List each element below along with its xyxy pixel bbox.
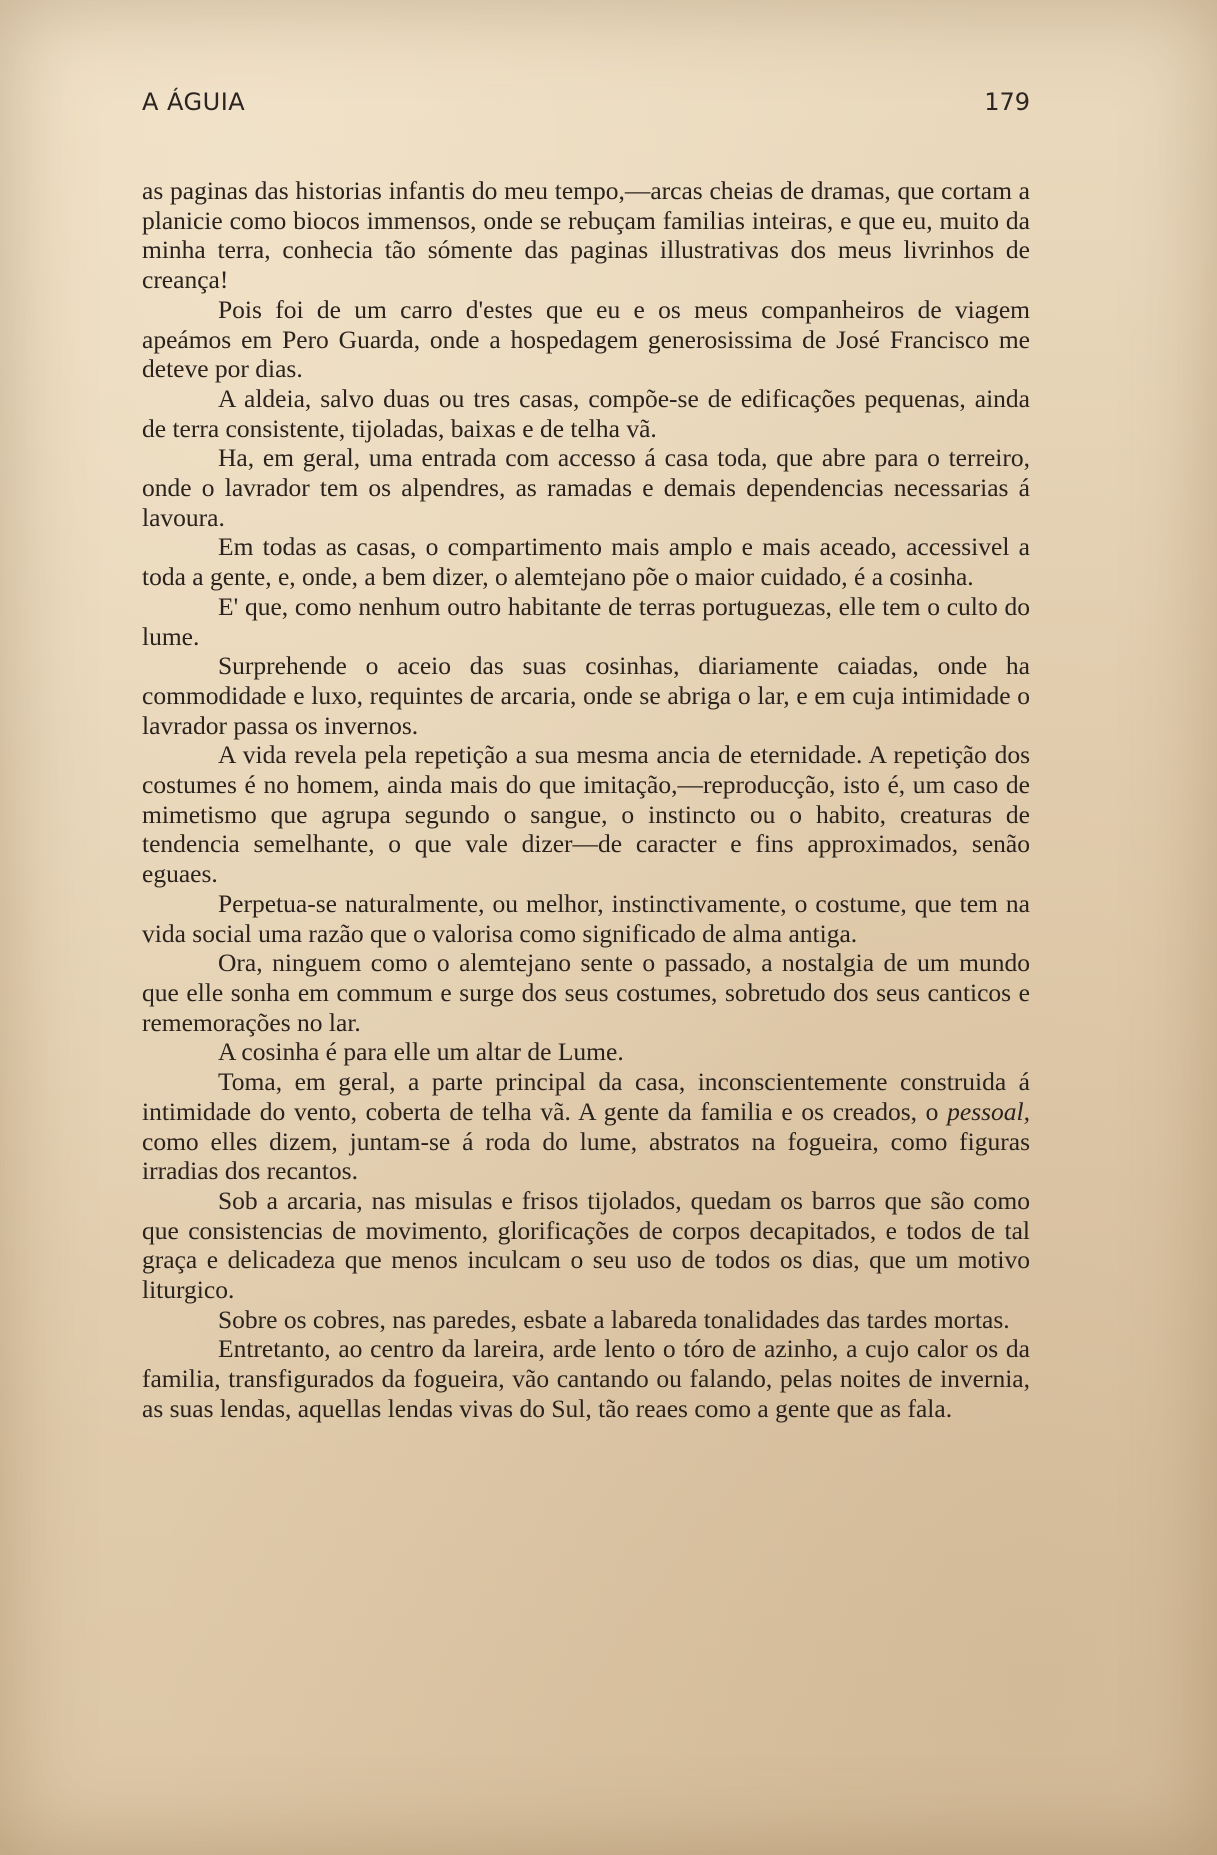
paragraph: Ora, ninguem como o alemtejano sente o passado, a nostalgia de um mundo que elle sonha em commum e surge dos seus costumes, sobretudo dos seus canticos e rememorações no lar. bbox=[142, 948, 1030, 1037]
paragraph: Ha, em geral, uma entrada com accesso á casa toda, que abre para o terreiro, onde o lavrador tem os alpendres, as ramadas e demais dependencias necessarias á lavoura. bbox=[142, 443, 1030, 532]
paragraph: Perpetua-se naturalmente, ou melhor, instinctivamente, o costume, que tem na vida social uma razão que o valorisa como significado de alma antiga. bbox=[142, 888, 1030, 948]
body-text bbox=[142, 176, 1030, 1424]
paragraph-text-after: como elles dizem, juntam-se á roda do lume, abstratos na fogueira, como figuras irradias dos recantos. bbox=[142, 1126, 1030, 1186]
paragraph: Pois foi de um carro d'estes que eu e os meus companheiros de viagem apeámos em Pero Guarda, onde a hospedagem generosissima de José Francisco me deteve por dias. bbox=[142, 294, 1030, 384]
paragraph: Entretanto, ao centro da lareira, arde lento o tóro de azinho, a cujo calor os da familia, transfigurados da fogueira, vão cantando ou falando, pelas noites de invernia, as suas lendas, aquellas lendas vivas do Sul, tão reaes como a gente que as fala. bbox=[142, 1334, 1030, 1423]
paragraph: Em todas as casas, o compartimento mais amplo e mais aceado, accessivel a toda a gente, e, onde, a bem dizer, o alemtejano põe o maior cuidado, é a cosinha. bbox=[142, 532, 1030, 592]
page-header bbox=[142, 88, 1030, 128]
paragraph: E' que, como nenhum outro habitante de terras portuguezas, elle tem o culto do lume. bbox=[142, 591, 1030, 651]
paragraph: Sobre os cobres, nas paredes, esbate a labareda tonalidades das tardes mortas. bbox=[218, 1304, 1010, 1334]
running-title: A ÁGUIA bbox=[142, 88, 246, 116]
paragraph-with-italic bbox=[142, 1067, 1030, 1186]
paragraph: Surprehende o aceio das suas cosinhas, diariamente caiadas, onde ha commodidade e luxo, requintes de arcaria, onde se abriga o lar, e em cuja intimidade o lavrador passa os invernos. bbox=[142, 651, 1030, 740]
paragraph: A aldeia, salvo duas ou tres casas, compõe-se de edificações pequenas, ainda de terra consistente, tijoladas, baixas e de telha vã. bbox=[142, 383, 1030, 443]
paragraph: as paginas das historias infantis do meu tempo,—arcas cheias de dramas, que cortam a planicie como biocos immensos, onde se rebuçam familias inteiras, e que eu, muito da minha terra, conhecia tão sómente das paginas illustrativas dos meus livrinhos de creança! bbox=[142, 176, 1030, 295]
paragraph: A vida revela pela repetição a sua mesma ancia de eternidade. A repetição dos costumes é no homem, ainda mais do que imitação,—reproducção, isto é, um caso de mimetismo que agrupa segundo o sangue, o instincto ou o habito, creaturas de tendencia semelhante, o que vale dizer—de caracter e fins approximados, senão eguaes. bbox=[142, 740, 1030, 889]
italic-term: pessoal, bbox=[947, 1096, 1030, 1126]
page-number: 179 bbox=[984, 88, 1030, 116]
paragraph-text-before: Toma, em geral, a parte principal da casa, inconscientemente construida á intimidade do vento, coberta de telha vã. A gente da familia e os creados, o bbox=[142, 1067, 1030, 1126]
paragraph: A cosinha é para elle um altar de Lume. bbox=[218, 1037, 624, 1067]
paragraph: Sob a arcaria, nas misulas e frisos tijolados, quedam os barros que são como que consistencias de movimento, glorificações de corpos decapitados, e todos de tal graça e delicadeza que menos inculcam o seu uso de todos os dias, que um motivo liturgico. bbox=[142, 1185, 1030, 1305]
